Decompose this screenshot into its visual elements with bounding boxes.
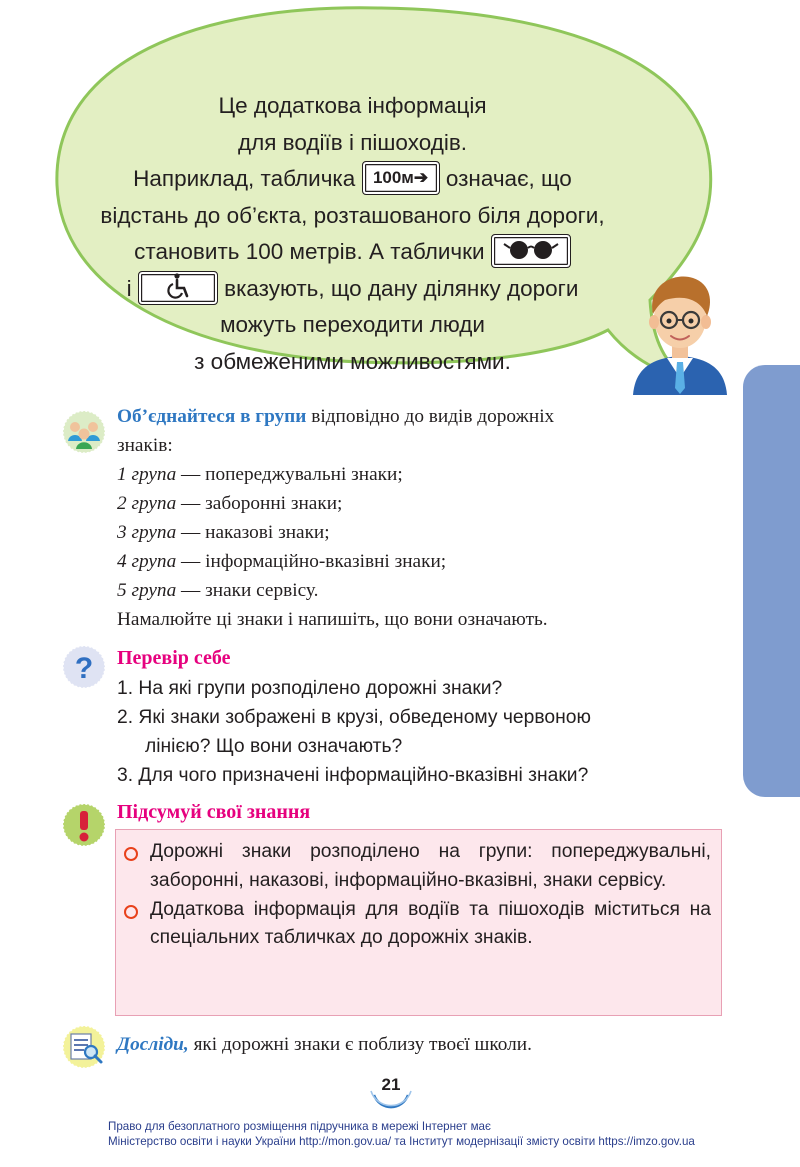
groups-heading: Об’єднайтеся в групи	[117, 406, 307, 427]
magnifier-document-icon	[62, 1025, 106, 1069]
bubble-line-with-plate	[70, 271, 635, 308]
group-text: попереджувальні знаки;	[205, 464, 403, 485]
bubble-text-fragment: і	[126, 275, 132, 301]
group-text: заборонні знаки;	[205, 493, 343, 514]
bubble-line: відстань до об’єкта, розташованого біля дороги,	[100, 202, 605, 228]
dash: —	[176, 522, 206, 543]
wheelchair-icon	[158, 272, 198, 300]
bubble-line-with-plate	[70, 234, 635, 271]
group-text: наказові знаки;	[205, 522, 330, 543]
group-label: 5 група	[117, 580, 177, 601]
list-item	[117, 518, 722, 547]
bullet-ring-icon	[124, 905, 138, 919]
summary-item	[121, 896, 711, 954]
question-item-cont: лінією? Що вони означають?	[145, 736, 403, 757]
explore-heading: Досліди,	[117, 1034, 189, 1055]
bubble-line: для водіїв і пішоходів.	[237, 129, 468, 155]
explore-line	[117, 1030, 722, 1059]
summary-item	[121, 838, 711, 896]
groups-task: Намалюйте ці знаки і напишіть, що вони означають.	[117, 609, 548, 630]
list-item	[117, 460, 722, 489]
svg-text:?: ?	[74, 652, 94, 685]
group-label: 4 група	[117, 551, 177, 572]
bubble-line-with-plate	[70, 161, 635, 198]
teacher-illustration	[625, 270, 735, 395]
bubble-text-fragment: вказують, що дану ділянку дороги	[224, 275, 579, 301]
group-text: інформаційно-вказівні знаки;	[205, 551, 447, 572]
page-number: 21	[381, 1075, 401, 1094]
list-item	[117, 576, 722, 605]
page-number-badge	[369, 1065, 413, 1109]
group-text: знаки сервісу.	[205, 580, 319, 601]
question-item: 1. На які групи розподілено дорожні знаки?	[117, 678, 503, 699]
summary-item-text: Додаткова інформація для водіїв та пішоходів міститься на спеціальних табличках до дорожніх знаків.	[150, 898, 711, 949]
distance-plate-text: 100м	[372, 168, 414, 188]
bubble-text-fragment: Наприклад, табличка	[133, 166, 356, 191]
bubble-line: з обмеженими можливостями.	[194, 348, 511, 374]
group-label: 1 група	[117, 464, 177, 485]
bubble-text-fragment: означає, що	[445, 166, 572, 191]
bullet-ring-icon	[124, 847, 138, 861]
dash: —	[176, 580, 206, 601]
list-item	[117, 489, 722, 518]
summary-list	[121, 838, 711, 953]
explore-text: які дорожні знаки є поблизу твоєї школи.	[193, 1034, 532, 1055]
question-item: 3. Для чого призначені інформаційно-вказівні знаки?	[117, 765, 589, 786]
dash: —	[176, 551, 206, 572]
check-heading: Перевір себе	[117, 647, 231, 669]
dash: —	[176, 464, 206, 485]
group-label: 2 група	[117, 493, 177, 514]
footer	[108, 1120, 748, 1149]
bubble-line: можуть переходити люди	[220, 312, 485, 337]
group-people-icon	[62, 410, 106, 454]
glasses-icon	[501, 235, 561, 263]
side-tab	[743, 365, 800, 797]
exclamation-icon	[62, 803, 106, 847]
bubble-text	[70, 88, 635, 380]
question-icon	[62, 645, 106, 689]
groups-intro-cont: знаків:	[117, 435, 173, 456]
distance-plate	[362, 161, 440, 195]
footer-line: Право для безоплатного розміщення підручника в мережі Інтернет має	[108, 1120, 491, 1133]
summary-item-text: Дорожні знаки розподілено на групи: попереджувальні, заборонні, наказові, інформаційно-вказівні, знаки сервісу.	[150, 841, 711, 891]
question-item: 2. Які знаки зображені в крузі, обведеному червоною	[117, 707, 591, 728]
summary-heading: Підсумуй свої знання	[117, 801, 311, 823]
groups-intro	[117, 402, 722, 431]
arrow-right-icon: ➔	[413, 168, 429, 188]
list-item	[117, 547, 722, 576]
glasses-plate	[491, 234, 571, 268]
groups-intro-text: відповідно до видів дорожніх	[311, 406, 555, 427]
group-label: 3 група	[117, 522, 177, 543]
bubble-text-fragment: становить 100 метрів. А таблички	[134, 239, 485, 264]
wheelchair-plate	[138, 271, 218, 305]
dash: —	[176, 493, 206, 514]
bubble-line: Це додаткова інформація	[218, 93, 487, 118]
footer-line: Міністерство освіти і науки України http://mon.gov.ua/ та Інститут модернізації змісту освіти https://imzo.gov.ua	[108, 1134, 695, 1148]
